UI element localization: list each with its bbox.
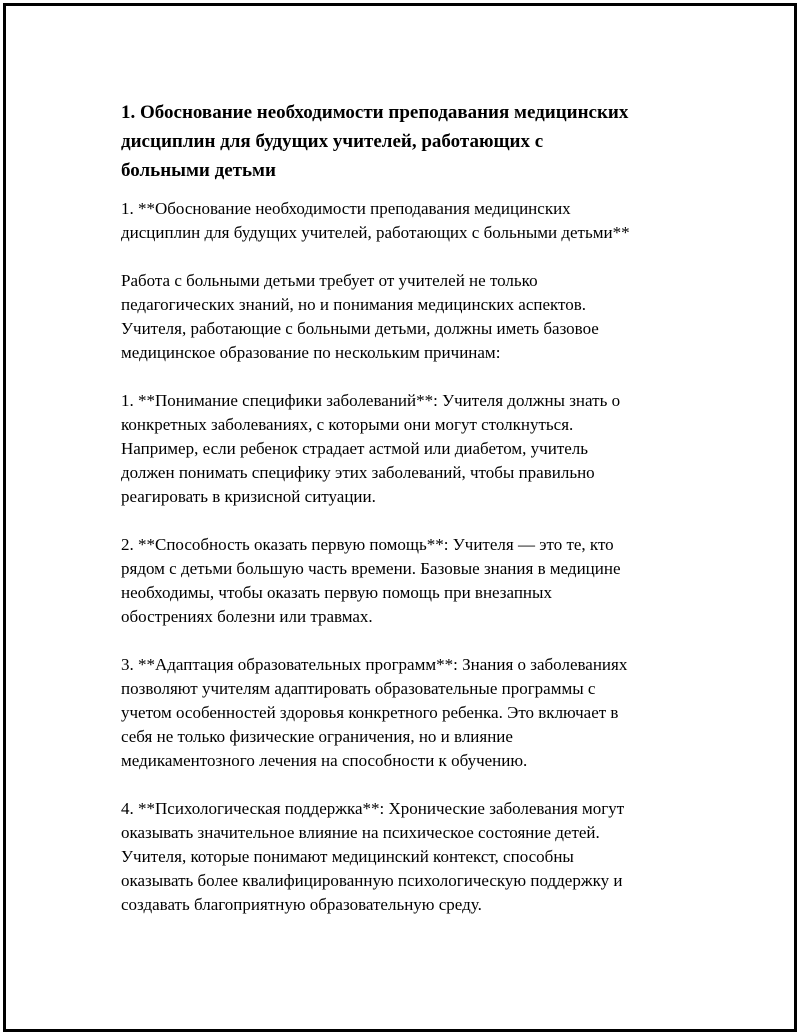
paragraph-intro [121, 269, 701, 365]
heading-line: дисциплин для будущих учителей, работающих с [121, 131, 544, 152]
document-body [121, 98, 701, 917]
paragraph-point-1 [121, 389, 701, 509]
page-frame [3, 3, 797, 1032]
text-line: Например, если ребенок страдает астмой или диабетом, учитель [121, 439, 589, 458]
text-line: 1. **Обоснование необходимости преподавания медицинских [121, 199, 571, 218]
text-line: Учителя, которые понимают медицинский контекст, способны [121, 847, 574, 866]
text-line: рядом с детьми большую часть времени. Базовые знания в медицине [121, 559, 621, 578]
heading-line: 1. Обоснование необходимости преподавания медицинских [121, 102, 629, 123]
text-line: 4. **Психологическая поддержка**: Хронические заболевания могут [121, 799, 625, 818]
paragraph-point-2 [121, 533, 701, 629]
text-line: обострениях болезни или травмах. [121, 607, 373, 626]
document-heading [121, 98, 701, 185]
text-line: реагировать в кризисной ситуации. [121, 487, 376, 506]
text-line: 2. **Способность оказать первую помощь**: Учителя — это те, кто [121, 535, 614, 554]
paragraph-point-3 [121, 653, 701, 773]
text-line: медикаментозного лечения на способности к обучению. [121, 751, 528, 770]
text-line: Учителя, работающие с больными детьми, должны иметь базовое [121, 319, 599, 338]
text-line: создавать благоприятную образовательную среду. [121, 895, 482, 914]
text-line: педагогических знаний, но и понимания медицинских аспектов. [121, 295, 587, 314]
text-line: дисциплин для будущих учителей, работающих с больными детьми** [121, 223, 630, 242]
text-line: необходимы, чтобы оказать первую помощь при внезапных [121, 583, 552, 602]
paragraph-point-4 [121, 797, 701, 917]
text-line: оказывать значительное влияние на психическое состояние детей. [121, 823, 600, 842]
text-line: 1. **Понимание специфики заболеваний**: Учителя должны знать о [121, 391, 621, 410]
text-line: Работа с больными детьми требует от учителей не только [121, 271, 538, 290]
heading-line: больными детьми [121, 160, 276, 181]
text-line: себя не только физические ограничения, но и влияние [121, 727, 513, 746]
paragraph-title-repeat [121, 197, 701, 245]
text-line: должен понимать специфику этих заболеваний, чтобы правильно [121, 463, 595, 482]
text-line: медицинское образование по нескольким причинам: [121, 343, 501, 362]
text-line: оказывать более квалифицированную психологическую поддержку и [121, 871, 623, 890]
text-line: позволяют учителям адаптировать образовательные программы с [121, 679, 596, 698]
text-line: учетом особенностей здоровья конкретного ребенка. Это включает в [121, 703, 619, 722]
text-line: конкретных заболеваниях, с которыми они могут столкнуться. [121, 415, 574, 434]
text-line: 3. **Адаптация образовательных программ**: Знания о заболеваниях [121, 655, 628, 674]
